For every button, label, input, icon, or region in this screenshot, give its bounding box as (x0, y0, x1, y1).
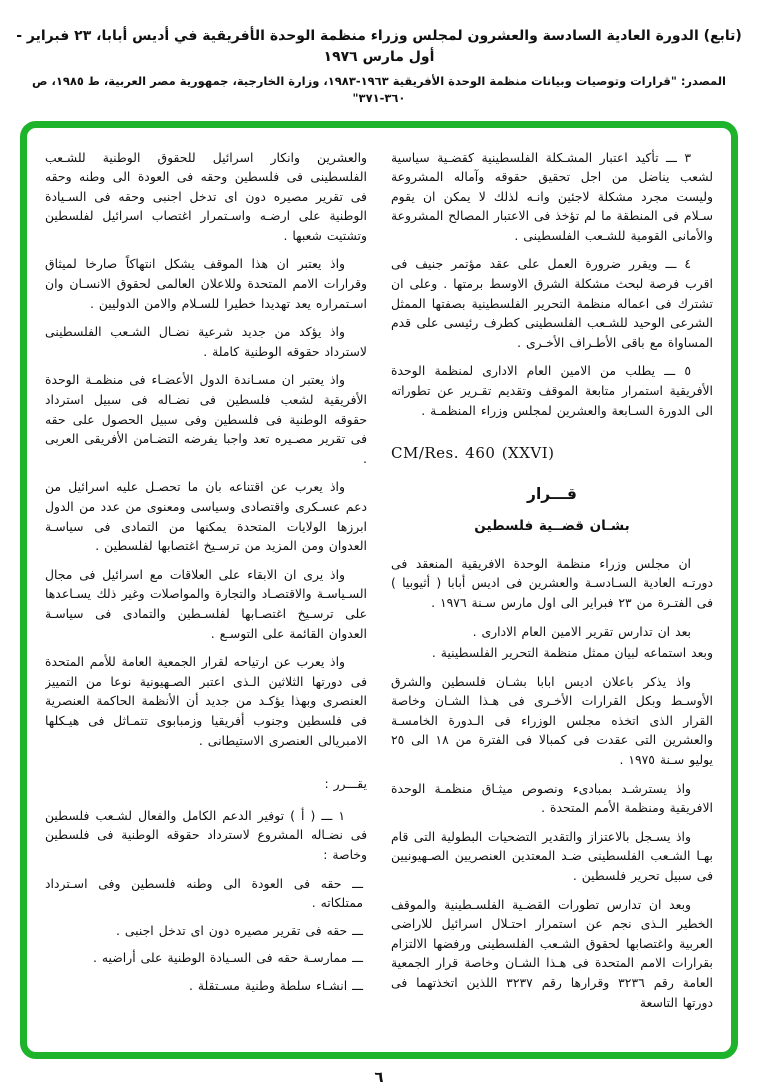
decree-dash-self-determination: ـــ حقه فى تقرير مصيره دون اى تدخل اجنبى . (115, 922, 363, 938)
preamble-opening: ان مجلس وزراء منظمة الوحدة الافريقية المنعقد فى دورتـه العادية السـادسـة والعشرين فى اديس أبابا ( أثيوبيا ) فى الفتـرة من ٢٣ فبراير الى اول مارس سـنة ١٩٧٦ . (391, 555, 713, 610)
decree-dash-sovereignty: ـــ ممارسـة حقه فى السـيادة الوطنية على أراضيه . (93, 950, 363, 966)
decree-dash-authority: ـــ انشـاء سلطة وطنية مسـتقلة . (188, 977, 363, 993)
two-column-layout (45, 148, 713, 1042)
preamble-report-line: بعد ان تدارس تقرير الامين العام الادارى . (472, 623, 691, 639)
recital-continuation: والعشرين وانكار اسرائيل للحقوق الوطنية للشـعب الفلسطينى فى فلسطين وحقه فى العودة الى وطنه وحقه فى تقرير مصيره دون اى تدخل اجنبى وحقه فى السـيادة الوطنية على ارضـه واسـتمرار اغتصاب اسرائيل لفلسطين وتشتيت شعبها . (45, 149, 367, 243)
source-citation: المصدر: "قرارات وتوصيات وبيانات منظمة الوحدة الأفريقية ١٩٦٣-١٩٨٣، وزارة الخارجية، جمهورية مصر العربية، ط ١٩٨٥، ص ٣٦٠-٣٧١" (31, 74, 726, 106)
recital-zionism-resolution: واذ يعرب عن ارتياحه لقرار الجمعية العامة للأمم المتحدة فى دورتها الثلاثين الـذى اعتبر الصـهيونية نوعا من التمييز العنصرى وبهذا يؤكـد من جديد أن الأنظمة الحاكمة العنصرية فى فلسطين وجنوب أفريقيا وزمبابوى تتمـاثل فى هيـكلها الامبريالى العنصرى الاستيطانى . (45, 654, 367, 748)
session-title: (تابع) الدورة العادية السادسة والعشرون لمجلس وزراء منظمة الوحدة الأفريقية في أديس أبابا، ٢٣ فبراير - أول مارس ١٩٧٦ (16, 28, 742, 65)
decree-dash-return: ـــ حقه فى العودة الى وطنه فلسطين وفى اسـترداد ممتلكاته . (45, 875, 363, 911)
preamble-statement-line: وبعد استماعه لبيان ممثل منظمة التحرير الفلسطينية . (431, 645, 713, 661)
page-number: ٦ (374, 1067, 384, 1086)
recital-member-support: واذ يعتبر ان مسـاندة الدول الأعضـاء فى منظمـة الوحدة الأفريقية لشعب فلسطين فى نضـاله فى سبيل استرداد حقوقه الوطنية فى فلسطين وفى سبيل الحصول على حقه فى تقرير مصـيره تعد واجبا يفرضه التضـامن الأفريقى العربى . (45, 372, 367, 466)
recital-legitimacy: واذ يؤكد من جديد شرعية نضـال الشـعب الفلسطينى لاسترداد حقوقه الوطنية كاملة . (45, 324, 367, 359)
recital-sacrifices: واذ يسـجل بالاعتزاز والتقدير التضحيات البطولية التى قام بهـا الشـعب الفلسطينى ضـد المعتدين العنصريين الصـهيونيين فى سبيل تحرير فلسطين . (391, 828, 713, 884)
recital-charters: واذ يسترشـد بمبادىء ونصوص ميثـاق منظمـة الوحدة الافريقية ومنظمة الأمم المتحدة . (391, 780, 713, 816)
decree-heading: يقـــرر : (324, 776, 367, 792)
recital-addis-declaration: واذ يذكر باعلان اديس ابابا بشـان فلسطين والشرق الأوسـط وبكل القرارات الأخـرى فى هـذا الشـان وخاصة القرار الذى اتخذه مجلس الوزراء فى الـدورة الخامسـة والعشرين التى عقدت فى كمبالا فى الفترة من ١٨ الى ٢٥ يوليو سـنة ١٩٧٥ . (391, 673, 713, 768)
recital-relations: واذ يرى ان الابقاء على العلاقات مع اسرائيل فى مجال السـياسـة والاقتصـاد والتجارة والمواصلات وغير ذلك يسـاعدها على ترسـيخ اغتصـابها لفلسـطين والتمادى فى سياسـة العدوان القائمة على التوسـع . (45, 566, 367, 641)
recital-israel-support: واذ يعرب عن اقتناعه بان ما تحصـل عليه اسرائيل من دعم عسـكرى واقتصادى وسياسى ومعنوى من عدد من الدول ابرزها الولايات المتحدة يمكنها من التمادى فى سياسـة العدوان ومن المزيد من ترسـيخ اغتصابها لفلسطين . (45, 479, 367, 554)
resolution-item-5: ٥ ـــ يطلب من الامين العام الادارى لمنظمة الوحدة الأفريقية استمرار متابعة الموقف وتقديم تقـرير عن تطوراته الى الدورة السـابعة والعشرين لمجلس وزراء المنظمـة . (391, 363, 713, 418)
resolution-title: قـــرار (527, 484, 577, 503)
recital-developments: وبعد ان تدارس تطورات القضـية الفلسـطينية والموقف الخطير الـذى نجم عن استمرار احتـلال اسرائيل للاراضى العربية واغتصابها لحقوق الشـعب الفلسطينى ورفضها الالتزام بقرارات الامم المتحدة فى هـذا الشـان وخاصة قرار الجمعية العامة رقم ٣٢٣٦ وقرارها رقم ٣٢٣٧ اللذين اتخذتهما فى دورتها التاسعة (391, 896, 713, 1010)
resolution-item-4: ٤ ـــ ويقرر ضرورة العمل على عقد مؤتمر جنيف فى اقرب فرصة لبحث مشكلة الشرق الاوسط برمتها . وعلى ان تشترك فى اعماله منظمة التحرير الفلسطينية بصفتها الممثل الشرعى الوحيد للشـعب الفلسطينى كطرف رئيسى على قدم المساواة مع باقى الأطـراف الأخـرى . (391, 256, 713, 350)
page-header (0, 26, 758, 108)
resolution-number: CM/Res. 460 (XXVI) (391, 444, 555, 463)
left-column (45, 148, 367, 1042)
decree-item-1a: ١ ـــ ( أ ) توفير الدعم الكامل والفعال لشـعب فلسطين فى نضـاله المشروع لاسترداد حقوقه الوطنية فى فلسطين وخاصة : (45, 807, 367, 862)
recital-violation: واذ يعتبر ان هذا الموقف يشكل انتهاكاً صارخا لميثاق وقرارات الامم المتحدة وللاعلان العالمى لحقوق الانسـان وان اسـتمراره يعد تهديدا خطيرا للسـلام والامن الدوليين . (45, 256, 367, 311)
right-column (391, 148, 713, 1042)
content-frame (20, 121, 738, 1059)
resolution-subtitle: بشـان قضــية فلسطين (474, 518, 630, 535)
resolution-item-3: ٣ ـــ تأكيد اعتبار المشـكلة الفلسطينية كقضـية سياسية لشعب يناضل من اجل تحقيق حقوقه وآماله المشروعة وليست مجرد مشكلة لاجئين وانـه لذلك لا يمكن ان يقوم سـلام فى المنطقة ما لم تؤخذ فى الاعتبار المصالح المشروعة والأمانى القومية للشـعب الفلسطينى . (391, 149, 713, 243)
